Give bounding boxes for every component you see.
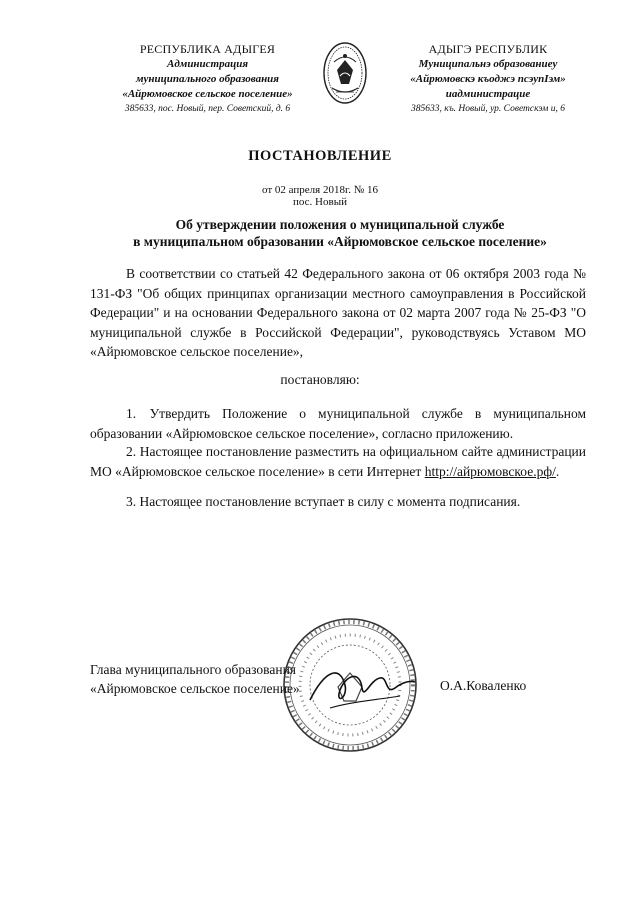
header-right-org1: Муниципальнэ образованиеу <box>418 58 558 70</box>
header-left-org1: Администрация <box>166 58 248 70</box>
signer-position <box>90 660 300 698</box>
item-2 <box>90 442 586 481</box>
signer-position-line-1: Глава муниципального образования <box>90 662 297 677</box>
document-place: пос. Новый <box>293 196 347 208</box>
header-right-org2: «Айрюмовскэ къоджэ псэупIэм» <box>410 73 566 85</box>
header-left-address: 385633, пос. Новый, пер. Советский, д. 6 <box>124 104 291 114</box>
header-right-republic: АДЫГЭ РЕСПУБЛИК <box>428 42 548 56</box>
adygea-coat-of-arms-icon <box>322 40 368 106</box>
header-right-address: 385633, къ. Новый, ур. Советскэм и, 6 <box>411 104 565 114</box>
item-3: 3. Настоящее постановление вступает в силу с момента подписания. <box>126 494 521 509</box>
resolve-line: постановляю: <box>280 372 360 387</box>
handwritten-signature-icon <box>300 650 420 720</box>
document-subject <box>80 216 600 250</box>
document-date-block <box>0 184 640 208</box>
intro-paragraph: В соответствии со статьей 42 Федерального закона от 06 октября 2003 года № 131-ФЗ "Об общих принципах организации местного самоуправления в Российской Федерации" и на основании Федерального закона от 02 марта 2007 года № 25-ФЗ "О муниципальной службе в Российской Федерации", руководствуясь Уставом МО «Айрюмовское сельское поселение», <box>90 266 586 359</box>
header-left-org3: «Айрюмовское сельское поселение» <box>122 88 293 100</box>
item-2-end: . <box>555 463 560 479</box>
subject-line-1: Об утверждении положения о муниципальной службе <box>175 217 505 232</box>
document-date: от 02 апреля 2018г. № 16 <box>262 184 378 196</box>
header-right-org3: иадминистрацие <box>445 88 531 100</box>
header-left-block <box>95 42 320 117</box>
signer-position-line-2: «Айрюмовское сельское поселение» <box>90 681 300 696</box>
subject-line-2: в муниципальном образовании «Айрюмовское сельское поселение» <box>133 234 547 249</box>
document-title: ПОСТАНОВЛЕНИЕ <box>248 148 392 164</box>
item-1: 1. Утвердить Положение о муниципальной службе в муниципальном образовании «Айрюмовское сельское поселение», согласно приложению. <box>90 406 586 441</box>
header-left-republic: РЕСПУБЛИКА АДЫГЕЯ <box>139 42 276 56</box>
header-right-block <box>368 42 608 117</box>
signer-name: О.А.Коваленко <box>440 678 527 693</box>
header-left-org2: муниципального образования <box>136 73 279 85</box>
website-link[interactable]: http://айрюмовское.рф/ <box>424 463 556 479</box>
item-2-text: 2. Настоящее постановление разместить на официальном сайте администрации МО «Айрюмовское сельское поселение» в сети Интернет <box>90 444 586 479</box>
